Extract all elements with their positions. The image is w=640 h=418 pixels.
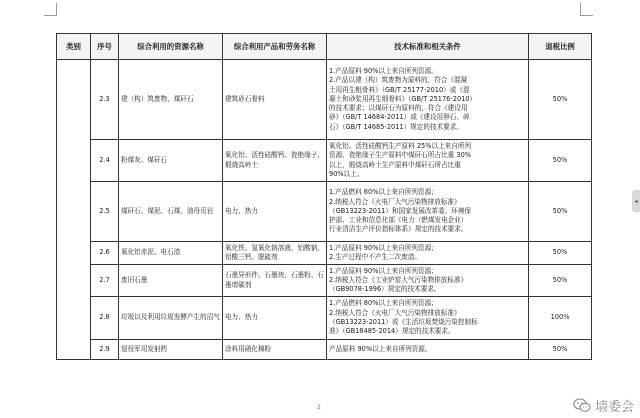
page-number: 2 <box>317 404 321 411</box>
cell-resource: 垃圾以及利用垃圾发酵产生的沼气 <box>119 297 223 340</box>
header-ratio: 退税比例 <box>529 34 592 60</box>
header-product: 综合利用产品和劳务名称 <box>223 34 327 60</box>
cell-seq: 2.6 <box>91 242 119 265</box>
standard-line: 2.纳税人符合《火电厂大气污染物排放标准》 <box>329 197 461 206</box>
resource-table <box>56 33 592 360</box>
cell-resource: 煤矸石、煤泥、石煤、油母页岩 <box>119 182 223 242</box>
cell-ratio: 50% <box>529 182 592 242</box>
standard-line: 准》（GB18485-2014）规定的技术要求。 <box>329 327 455 336</box>
standard-line: 产品原料 90%以上来自所列资源。 <box>329 344 432 353</box>
standard-line: （GB9078-1996）规定的技术要求。 <box>329 285 441 294</box>
standard-line: 2.纳税人符合《火电厂大气污染物排放标准》 <box>329 308 461 317</box>
cell-ratio: 50% <box>529 265 592 297</box>
cell-product: 石墨异形件、石墨块、石墨粉、石墨增碳剂 <box>223 265 327 297</box>
cell-product: 建筑砂石骨料 <box>223 60 327 140</box>
cell-standard <box>327 242 529 265</box>
cell-product: 电力、热力 <box>223 297 327 340</box>
cell-resource: 粉煤灰、煤矸石 <box>119 140 223 182</box>
cell-seq: 2.3 <box>91 60 119 140</box>
standard-line: 凝土和砂浆用再生细骨料》（GB/T 25176-2010） <box>329 94 477 103</box>
cell-seq: 2.5 <box>91 182 119 242</box>
header-category: 类别 <box>57 34 91 60</box>
header-standard: 技术标准和相关条件 <box>327 34 529 60</box>
side-expand-tab[interactable] <box>632 190 640 212</box>
cell-resource: 建（构）筑废物、煤矸石 <box>119 60 223 140</box>
standard-line: （GB13223-2011）和国家发展改革委、环境保 <box>329 206 472 215</box>
page-corner-mark-right <box>580 3 593 16</box>
header-seq: 序号 <box>91 34 119 60</box>
standard-line: 1.产品原料 90%以上来自所列资源。 <box>329 66 438 75</box>
table-row <box>57 340 592 360</box>
cell-product: 氧化铁、氢氧化钠溶液、铝酸钠、铝酸三钙、脱硫剂 <box>223 242 327 265</box>
cell-standard <box>327 60 529 140</box>
cell-standard <box>327 297 529 340</box>
standard-line: 1.产品燃料 60%以上来自所列资源； <box>329 188 438 197</box>
standard-line: 2.产品以建（构）筑废物为原料的，符合《混凝 <box>329 76 468 85</box>
cell-product: 电力、热力 <box>223 182 327 242</box>
standard-line: 土用再生粗骨料》（GB/T 25177-2010）或《混 <box>329 85 470 94</box>
chevron-left-icon: ◂ <box>634 197 638 205</box>
cell-standard <box>327 340 529 360</box>
cell-ratio: 50% <box>529 242 592 265</box>
table-row <box>57 297 592 340</box>
cell-ratio: 50% <box>529 340 592 360</box>
watermark <box>573 396 634 415</box>
standard-line: 的技术要求；以煤矸石为原料的，符合《建设用 <box>329 104 468 113</box>
table-row <box>57 242 592 265</box>
cell-resource: 氧化铝赤泥、电石渣 <box>119 242 223 265</box>
standard-line: 1.产品原料 90%以上来自所列资源； <box>329 266 438 275</box>
page-corner-mark-left <box>44 3 57 16</box>
cell-seq: 2.4 <box>91 140 119 182</box>
table-row <box>57 182 592 242</box>
standard-line: 护部、工业和信息化部《电力（燃煤发电企业） <box>329 216 468 225</box>
cell-product: 氧化铝、活性硅酸钙、瓷绝缘子、煅烧高岭土 <box>223 140 327 182</box>
standard-line: 1.产品燃料 80%以上来自所列资源； <box>329 299 438 308</box>
table-row <box>57 140 592 182</box>
table-row <box>57 60 592 140</box>
table-header-row <box>57 34 592 60</box>
cell-ratio: 100% <box>529 297 592 340</box>
standard-line: 以上，煅烧高岭土生产原料中煤矸石所占比重 <box>329 160 461 169</box>
cell-seq: 2.8 <box>91 297 119 340</box>
cell-seq: 2.7 <box>91 265 119 297</box>
watermark-text: 墙委会 <box>594 400 634 415</box>
table-row <box>57 265 592 297</box>
cell-resource: 废旧石墨 <box>119 265 223 297</box>
standard-line: 石》（GB/T 14685-2011）规定的技术要求。 <box>329 122 463 131</box>
standard-line: 砂》（GB/T 14684-2011）或《建设用卵石、碎 <box>329 113 470 122</box>
standard-line: （GB13223-2011）或《生活垃圾焚烧污染控制标 <box>329 318 478 326</box>
cell-resource: 退役军用发射药 <box>119 340 223 360</box>
header-resource: 综合利用的资源名称 <box>119 34 223 60</box>
cell-seq: 2.9 <box>91 340 119 360</box>
cell-standard <box>327 265 529 297</box>
standard-line: 1.产品原料 90%以上来自所列资源； <box>329 243 438 252</box>
standard-line: 2.生产过程中不产生二次废渣。 <box>329 253 422 261</box>
cell-standard <box>327 140 529 182</box>
cell-category <box>57 60 91 360</box>
standard-line: 资源，瓷绝缘子生产原料中煤矸石所占比重 30% <box>329 151 472 160</box>
cell-ratio: 50% <box>529 60 592 140</box>
wechat-icon <box>573 398 591 413</box>
standard-line: 氧化铝、活性硅酸钙生产原料 25%以上来自所列 <box>329 141 472 150</box>
standard-line: 行业清洁生产评价指标体系》规定的技术要求。 <box>329 225 468 234</box>
cell-ratio: 50% <box>529 140 592 182</box>
cell-standard <box>327 182 529 242</box>
standard-line: 2.纳税人符合《工业炉窑大气污染物排放标准》 <box>329 275 468 284</box>
standard-line: 90%以上。 <box>329 169 364 178</box>
cell-product: 涂料用硝化棉粉 <box>223 340 327 360</box>
